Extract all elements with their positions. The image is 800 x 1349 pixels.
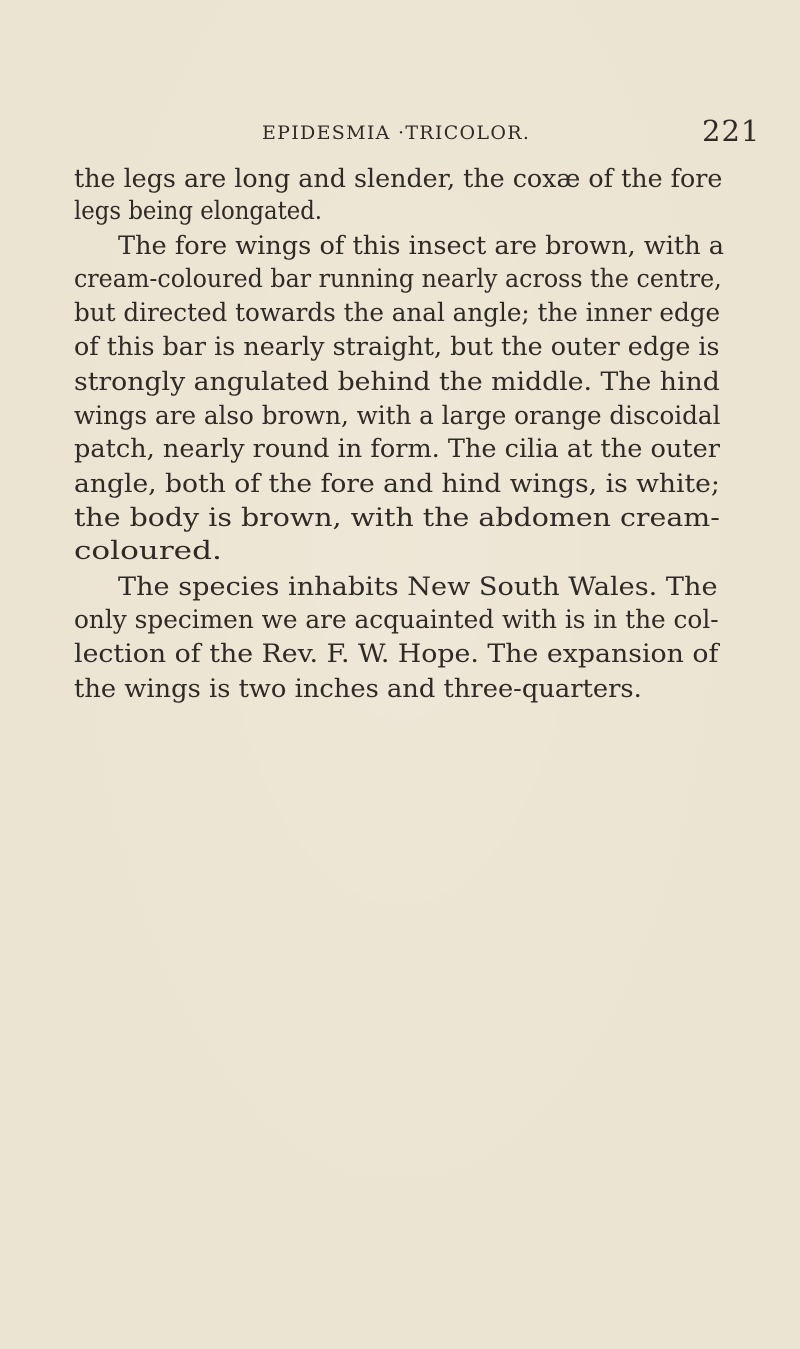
page-number: 221 (702, 114, 761, 148)
running-title: EPIDESMIA ·TRICOLOR. (262, 122, 531, 144)
text-line: cream-coloured bar running nearly across the centre, (74, 264, 722, 293)
text-line: lection of the Rev. F. W. Hope. The expansion of (74, 639, 719, 668)
running-head (0, 114, 800, 158)
text-line: The fore wings of this insect are brown, with a (118, 231, 725, 260)
text-line: the legs are long and slender, the coxæ of the fore (74, 164, 723, 193)
text-line: the body is brown, with the abdomen cream- (74, 503, 720, 532)
text-line: legs being elongated. (74, 196, 323, 225)
text-line: The species inhabits New South Wales. The (118, 572, 718, 601)
text-line: of this bar is nearly straight, but the outer edge is (74, 332, 720, 361)
text-line: strongly angulated behind the middle. The hind (74, 367, 720, 396)
text-line: angle, both of the fore and hind wings, is white; (74, 469, 720, 498)
text-line: wings are also brown, with a large orange discoidal (74, 401, 721, 430)
text-line: the wings is two inches and three-quarters. (74, 674, 642, 703)
text-line: coloured. (74, 536, 222, 565)
text-line: but directed towards the anal angle; the inner edge (74, 298, 721, 327)
text-line: only specimen we are acquainted with is in the col- (74, 605, 719, 634)
text-line: patch, nearly round in form. The cilia at the outer (74, 434, 720, 463)
